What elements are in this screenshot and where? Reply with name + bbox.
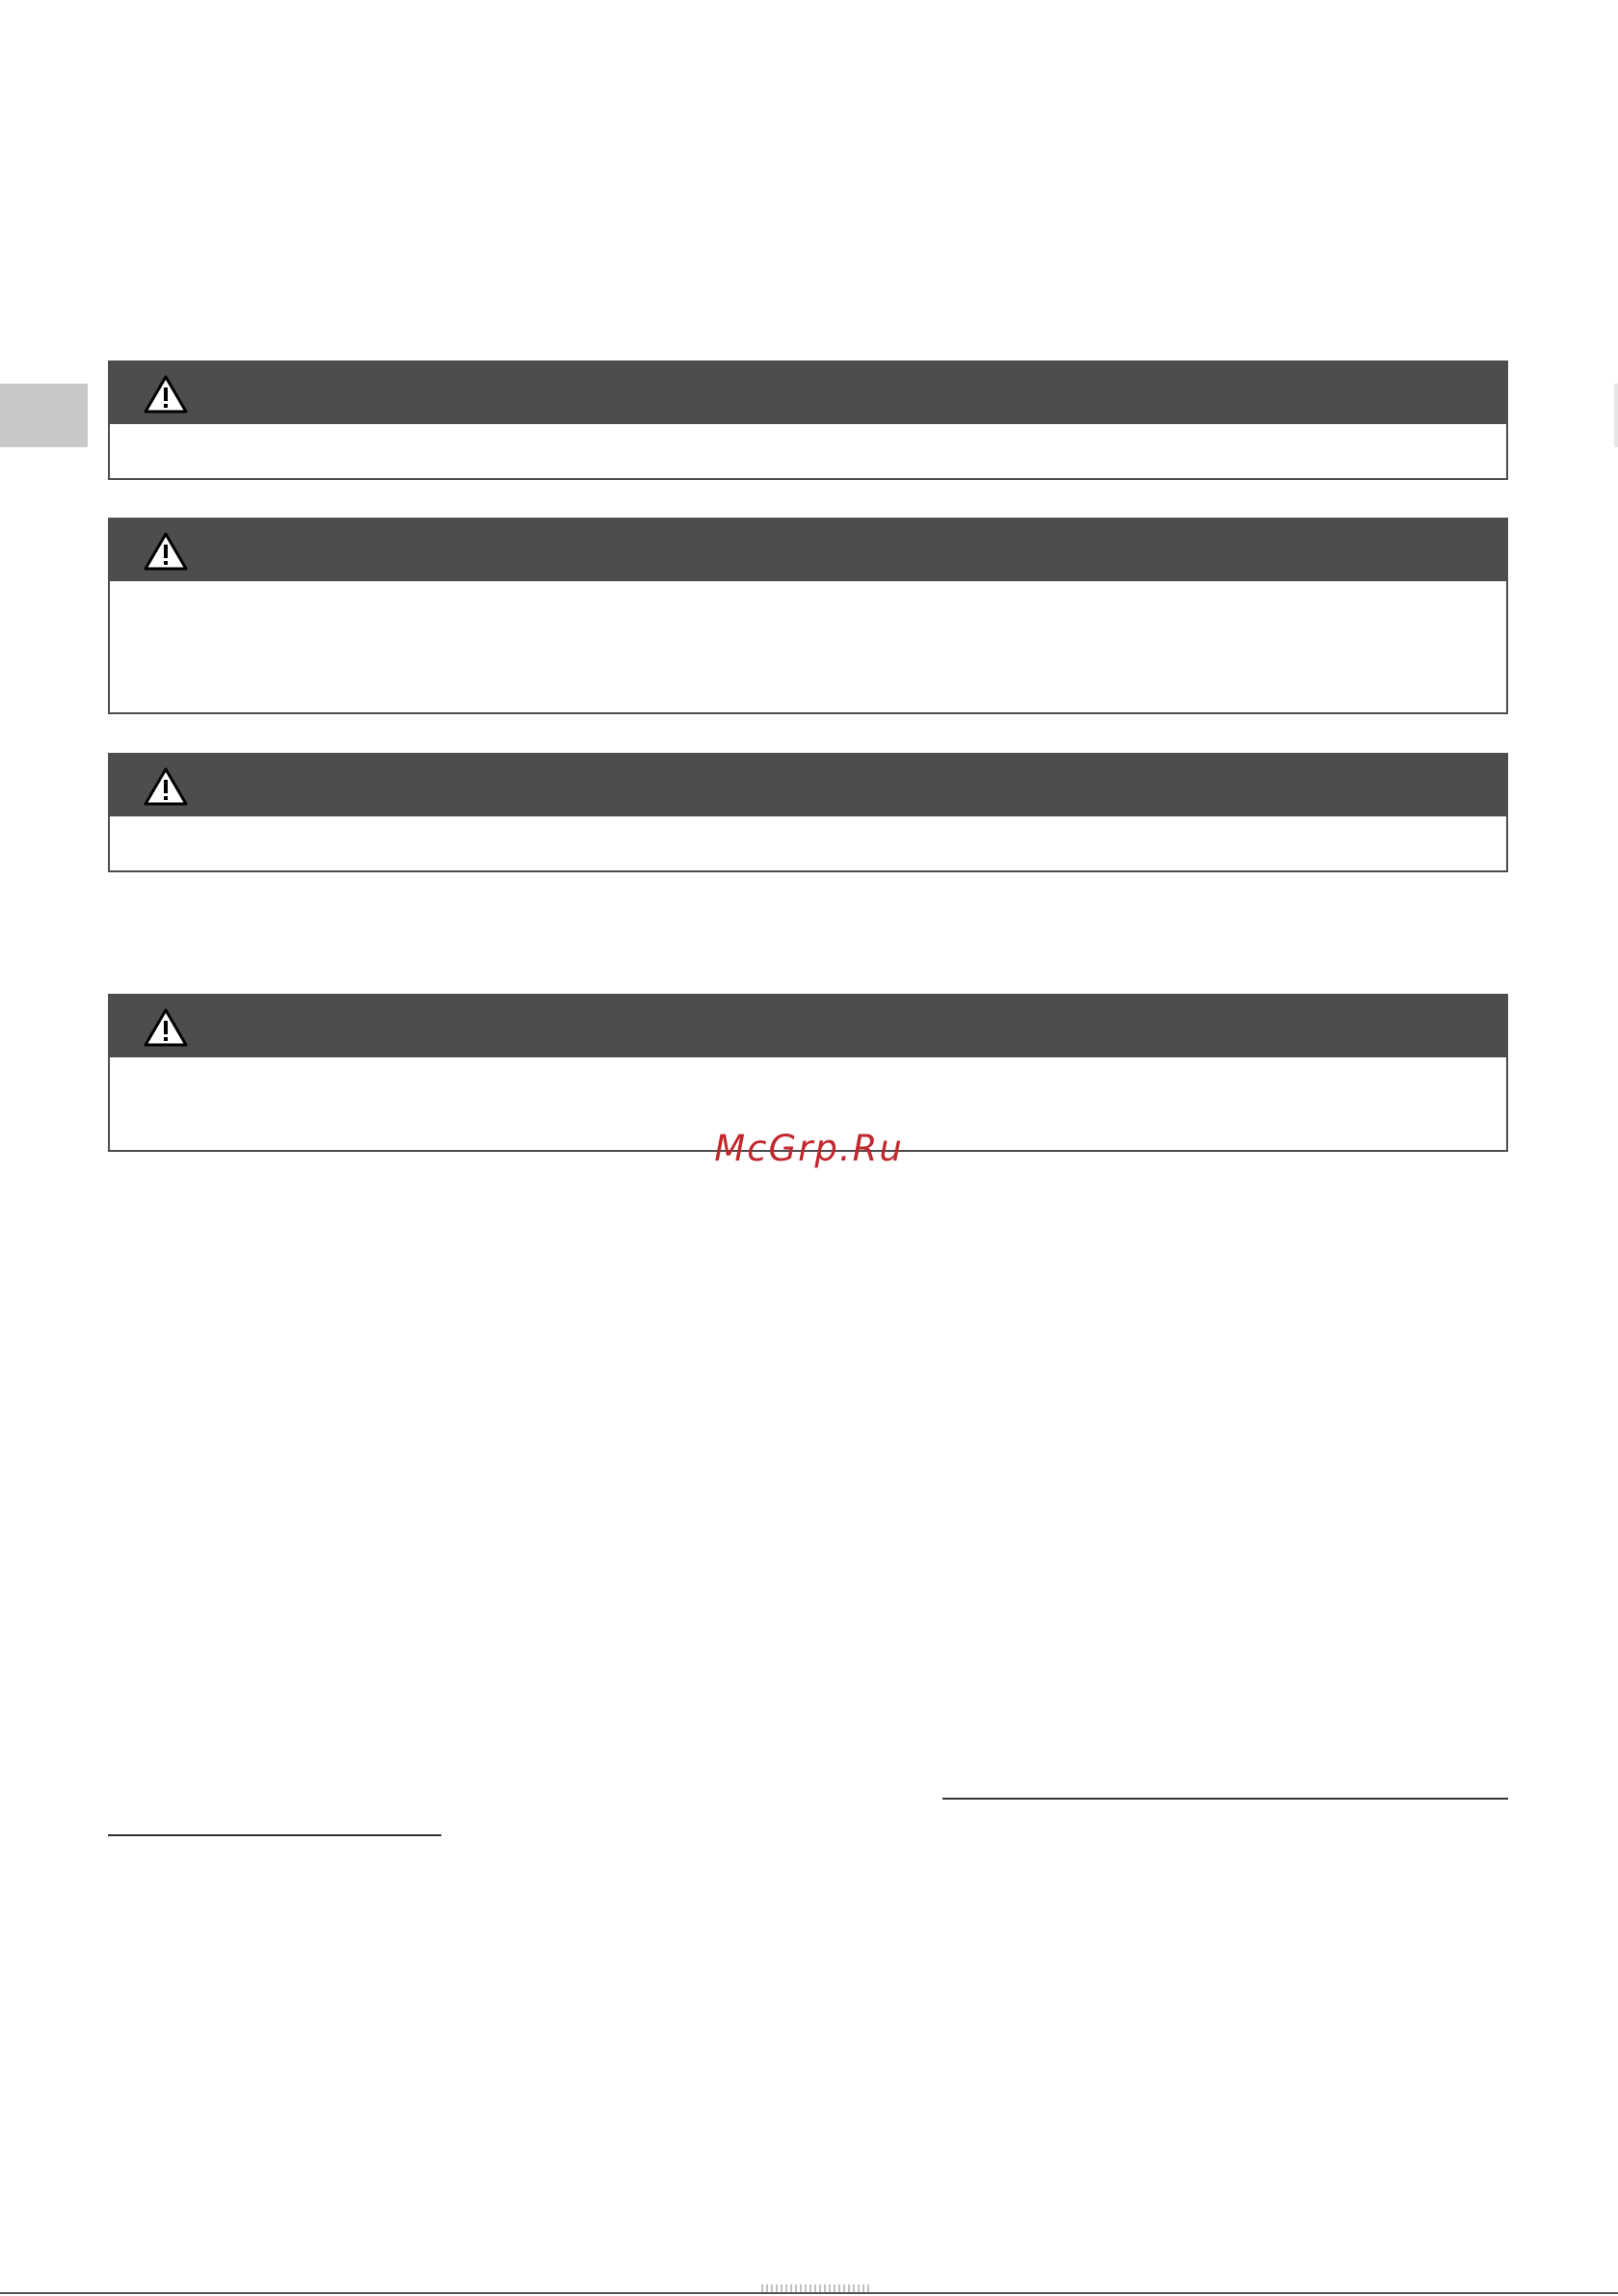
warning-header	[110, 362, 1506, 424]
warning-box	[108, 753, 1508, 872]
warning-header	[110, 520, 1506, 581]
warning-triangle-icon	[143, 374, 189, 414]
warning-box	[108, 518, 1508, 714]
footer-glyphs	[761, 2284, 872, 2292]
warning-triangle-icon	[143, 531, 189, 572]
footer-line	[0, 2292, 1618, 2294]
warning-box	[108, 360, 1508, 480]
watermark-text: McGrp.Ru	[714, 1128, 904, 1169]
warning-header	[110, 755, 1506, 816]
warning-header	[110, 996, 1506, 1057]
underline-rule	[942, 1798, 1508, 1800]
warning-triangle-icon	[143, 1007, 189, 1048]
underline-rule	[108, 1834, 441, 1836]
edge-marker	[1614, 384, 1618, 447]
warning-triangle-icon	[143, 766, 189, 807]
section-side-tab	[0, 384, 88, 447]
